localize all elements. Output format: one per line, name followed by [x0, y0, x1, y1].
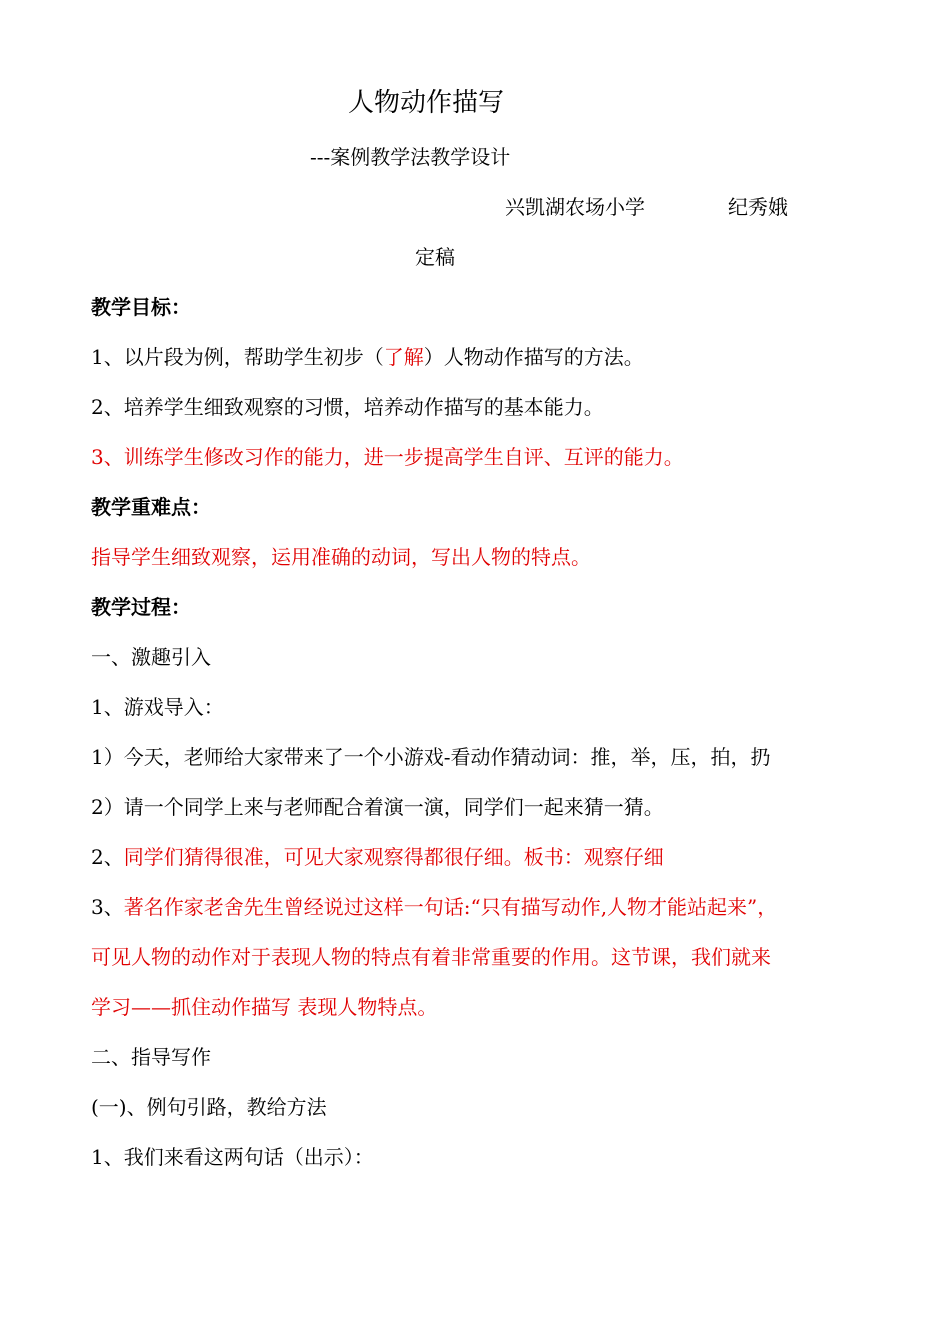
process-step-3-line-1: 著名作家老舍先生曾经说过这样一句话:“只有描写动作,人物才能站起来”， [123, 895, 778, 919]
process-step-3-line-2: 可见人物的动作对于表现人物的特点有着非常重要的作用。这节课，我们就来 [91, 945, 771, 969]
goal-item-3: 3、训练学生修改习作的能力，进一步提高学生自评、互评的能力。 [91, 445, 684, 469]
author-name: 纪秀娥 [728, 195, 788, 219]
goal-item-1-after: ）人物动作描写的方法。 [423, 345, 644, 369]
goals-heading: 教学目标： [91, 295, 191, 319]
process-step-2-text: 同学们猜得很准，可见大家观察得都很仔细。板书：观察仔细 [123, 845, 664, 869]
school-name: 兴凯湖农场小学 [505, 195, 645, 219]
goal-item-1-highlight: 了解 [383, 345, 424, 369]
document-status: 定稿 [415, 245, 455, 269]
goal-item-1 [91, 343, 644, 371]
process-step-3-line-3: 学习——抓住动作描写 表现人物特点。 [91, 995, 438, 1019]
goal-item-1-before: 1、以片段为例，帮助学生初步（ [91, 345, 384, 369]
key-points-heading: 教学重难点： [91, 495, 211, 519]
process-step-2 [91, 843, 664, 871]
document-subtitle: ---案例教学法教学设计 [310, 145, 511, 169]
document-title: 人物动作描写 [348, 88, 505, 118]
goal-item-2: 2、培养学生细致观察的习惯，培养动作描写的基本能力。 [91, 395, 604, 419]
process-section-2: 二、指导写作 [91, 1045, 211, 1069]
process-subsection-1-step-1: 1、我们来看这两句话（出示）： [91, 1145, 374, 1169]
key-points-text: 指导学生细致观察，运用准确的动词，写出人物的特点。 [91, 545, 591, 569]
process-step-2-number: 2、 [91, 845, 124, 869]
process-step-3-number: 3、 [91, 895, 124, 919]
process-step-1-1: 1）今天，老师给大家带来了一个小游戏-看动作猜动词：推，举，压，拍，扔 [91, 745, 771, 769]
process-section-1: 一、激趣引入 [91, 645, 211, 669]
process-subsection-1: (一)、例句引路，教给方法 [91, 1095, 327, 1119]
process-step-3 [91, 893, 777, 921]
process-step-1-2: 2）请一个同学上来与老师配合着演一演，同学们一起来猜一猜。 [91, 795, 664, 819]
process-step-1: 1、游戏导入： [91, 695, 224, 719]
process-heading: 教学过程： [91, 595, 191, 619]
